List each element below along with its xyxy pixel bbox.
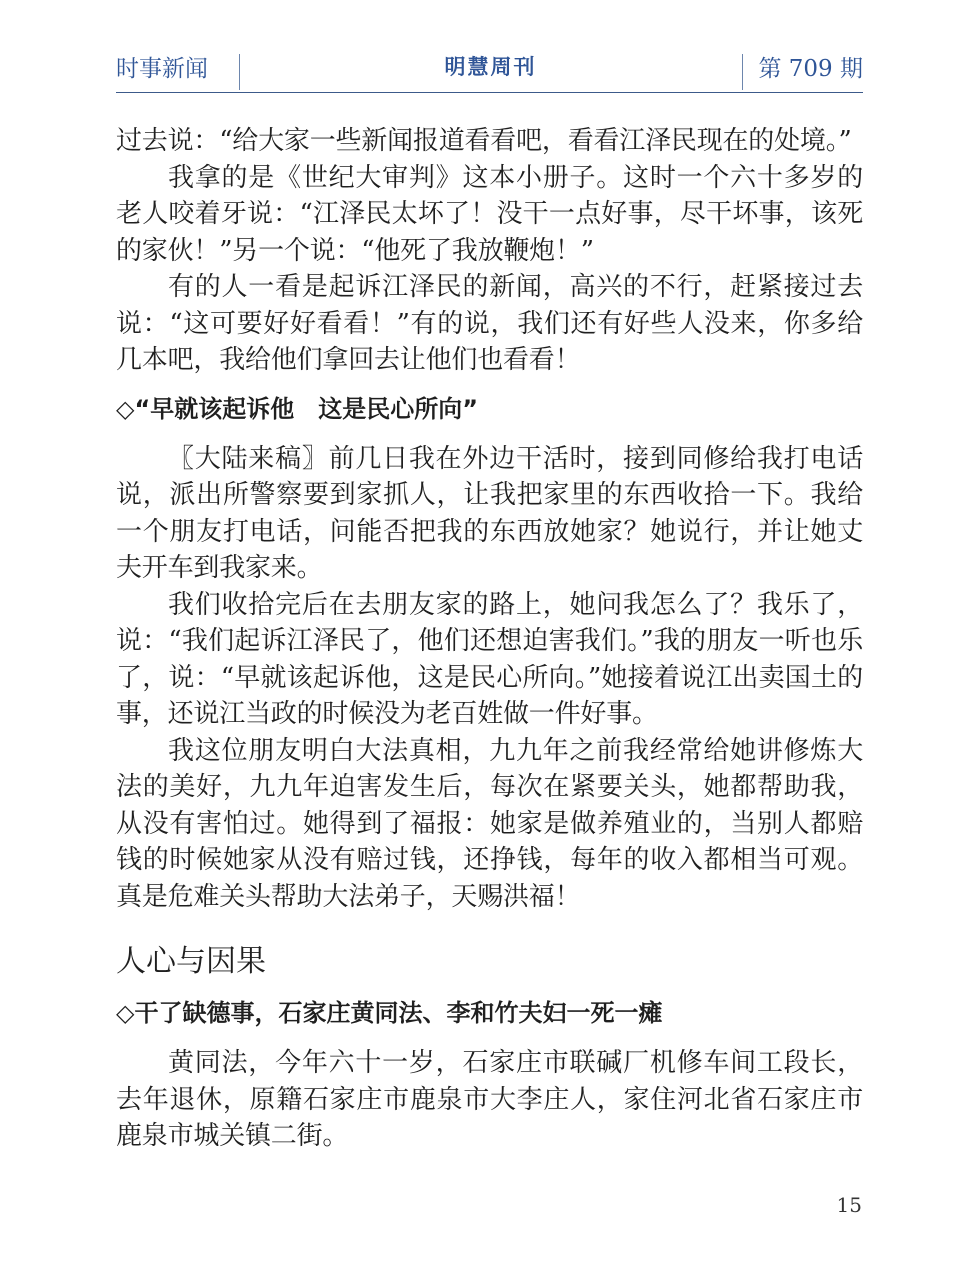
- subheading: ◇干了缺德事，石家庄黄同法、李和竹夫妇一死一瘫: [116, 999, 663, 1027]
- page-number: 15: [836, 1193, 862, 1217]
- page-header: [116, 48, 863, 93]
- paragraph: 我拿的是《世纪大审判》这本小册子。这时一个六十多岁的老人咬着牙说：“江泽民太坏了！没干一点好事，尽干坏事，该死的家伙！”另一个说：“他死了我放鞭炮！”: [116, 162, 863, 266]
- header-divider-right: [742, 54, 743, 90]
- paragraph: 有的人一看是起诉江泽民的新闻，高兴的不行，赶紧接过去说：“这可要好好看看！”有的说，我们还有好些人没来，你多给几本吧，我给他们拿回去让他们也看看！: [116, 272, 863, 375]
- header-publication-title: 明慧周刊: [444, 55, 537, 79]
- header-issue-number: 第 709 期: [758, 56, 863, 82]
- paragraph: 我们收拾完后在去朋友家的路上，她问我怎么了？我乐了，说：“我们起诉江泽民了，他们还想迫害我们。”我的朋友一听也乐了，说：“早就该起诉他，这是民心所向。”她接着说江出卖国土的事，还说江当政的时候没为老百姓做一件好事。: [116, 589, 863, 729]
- article-body: [116, 123, 863, 1155]
- paragraph: 我这位朋友明白大法真相，九九年之前我经常给她讲修炼大法的美好，九九年迫害发生后，每次在紧要关头，她都帮助我，从没有害怕过。她得到了福报：她家是做养殖业的，当别人都赔钱的时候她家从没有赔过钱，还挣钱，每年的收入都相当可观。真是危难关头帮助大法弟子，天赐洪福！: [116, 735, 863, 912]
- subheading: ◇“早就该起诉他 这是民心所向”: [116, 394, 479, 423]
- paragraph: 〖大陆来稿〗前几日我在外边干活时，接到同修给我打电话说，派出所警察要到家抓人，让我把家里的东西收拾一下。我给一个朋友打电话，问能否把我的东西放她家？她说行，并让她丈夫开车到我家来。: [116, 443, 863, 583]
- section-title: 人心与因果: [116, 944, 266, 979]
- paragraph: 黄同法，今年六十一岁，石家庄市联碱厂机修车间工段长，去年退休，原籍石家庄市鹿泉市大李庄人，家住河北省石家庄市鹿泉市城关镇二街。: [116, 1048, 863, 1151]
- header-section-label: 时事新闻: [116, 56, 208, 82]
- paragraph: 过去说：“给大家一些新闻报道看看吧，看看江泽民现在的处境。”: [116, 126, 852, 156]
